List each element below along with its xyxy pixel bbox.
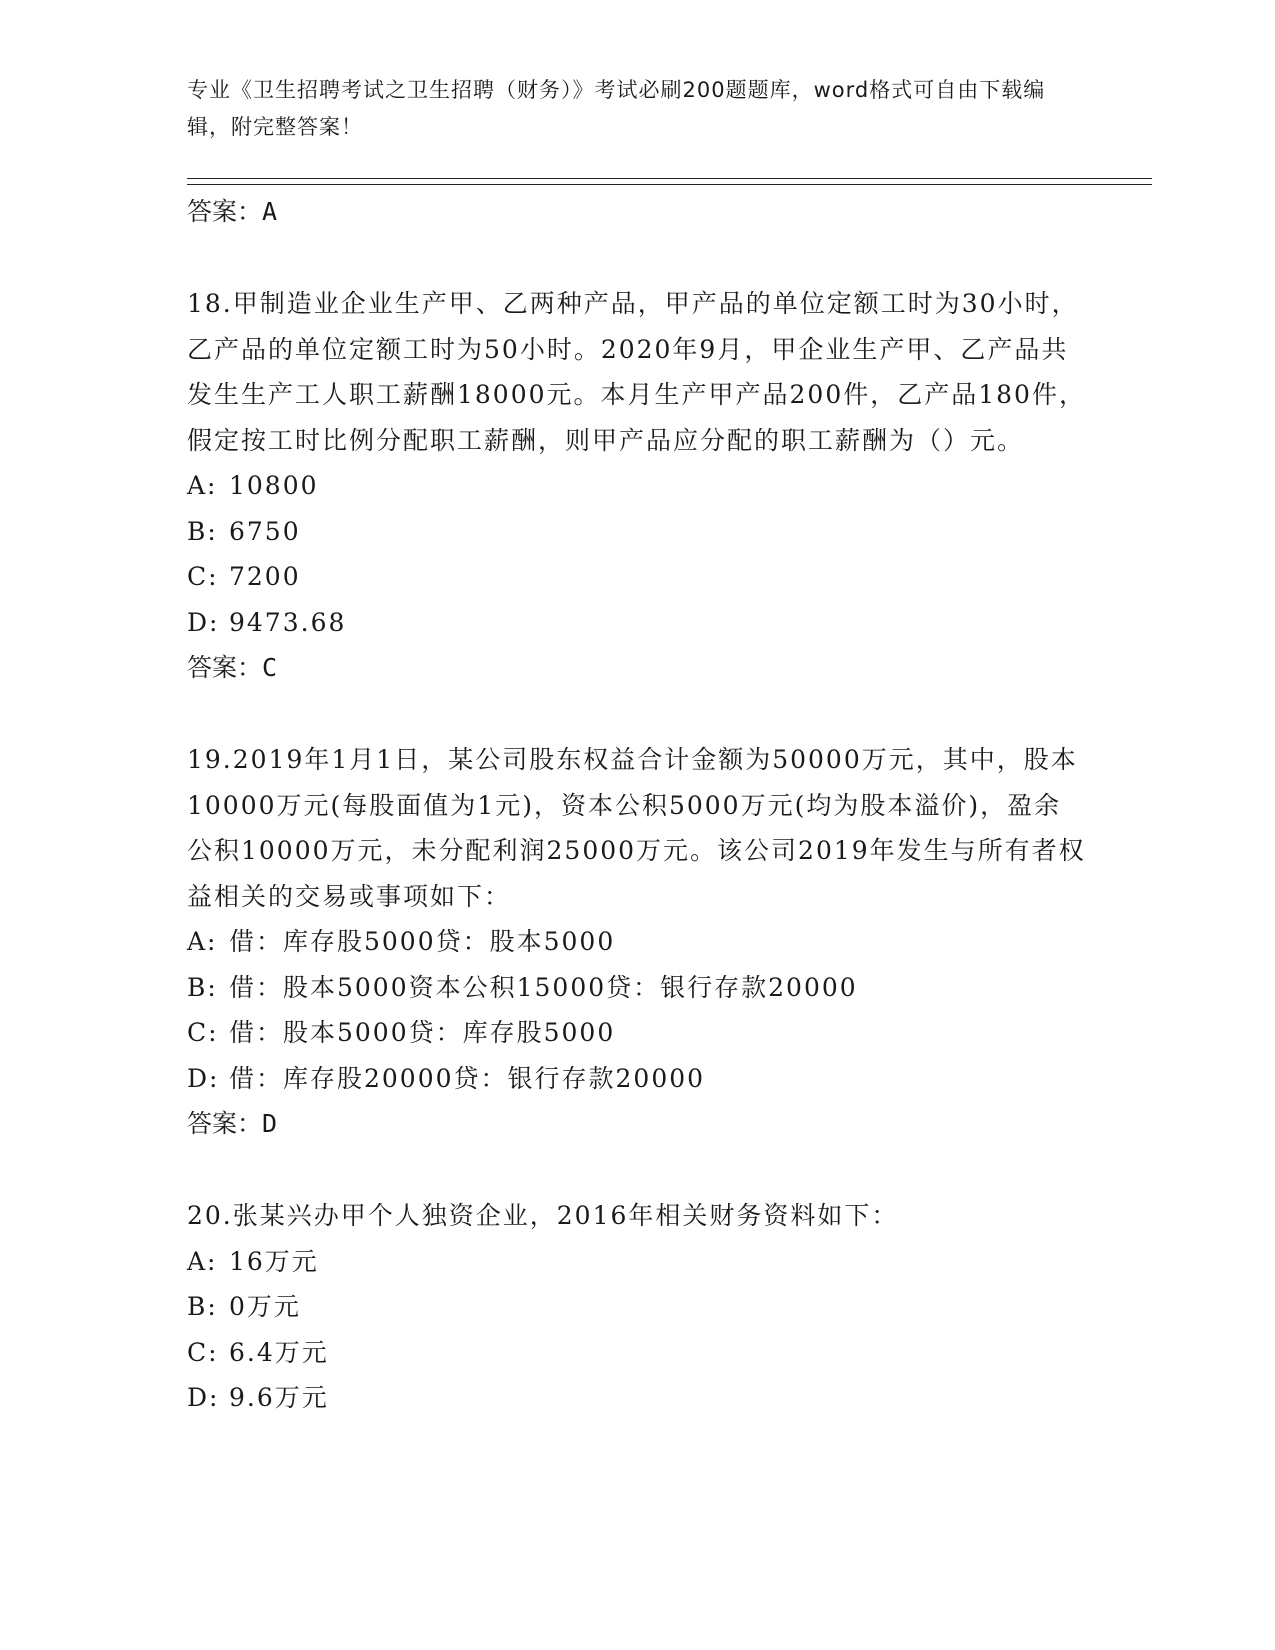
- option-d: [187, 1056, 1087, 1102]
- option-key: C:: [187, 1337, 219, 1367]
- option-text: 0万元: [229, 1292, 301, 1321]
- option-d: [187, 1375, 1087, 1421]
- option-text: 借：库存股5000贷：股本5000: [229, 927, 616, 956]
- option-c: [187, 1010, 1087, 1056]
- answer-line: [187, 645, 1087, 691]
- option-text: 6.4万元: [229, 1337, 329, 1367]
- question-20: [187, 1193, 1087, 1421]
- option-c: [187, 1330, 1087, 1376]
- option-c: [187, 554, 1087, 600]
- option-key: A:: [187, 1246, 218, 1276]
- option-key: A:: [187, 471, 218, 500]
- option-b: [187, 1284, 1087, 1330]
- answer-value: D: [262, 1109, 278, 1138]
- page-header: 专业《卫生招聘考试之卫生招聘（财务）》考试必刷200题题库，word格式可自由下载编辑，附完整答案！: [187, 78, 1046, 139]
- option-text: 借：股本5000资本公积15000贷：银行存款20000: [229, 972, 858, 1002]
- option-a: [187, 919, 1087, 965]
- question-text: 20.张某兴办甲个人独资企业，2016年相关财务资料如下：: [187, 1201, 899, 1230]
- option-key: D:: [187, 1383, 220, 1412]
- option-text: 6750: [229, 516, 301, 546]
- option-text: 9.6万元: [229, 1383, 329, 1412]
- answer-value: A: [262, 197, 278, 226]
- header-divider: [187, 178, 1152, 185]
- option-key: D:: [187, 607, 220, 637]
- question-18: [187, 281, 1087, 691]
- document-body: [187, 185, 1087, 1421]
- option-key: B:: [187, 1292, 218, 1321]
- option-text: 16万元: [229, 1246, 319, 1276]
- option-text: 借：库存股20000贷：银行存款20000: [229, 1063, 706, 1093]
- answer-label: 答案：: [187, 197, 263, 226]
- option-key: C:: [187, 1018, 219, 1047]
- answer-label: 答案：: [187, 1109, 263, 1138]
- option-a: [187, 463, 1087, 509]
- option-b: [187, 965, 1087, 1011]
- option-text: 10800: [229, 471, 319, 500]
- option-a: [187, 1239, 1087, 1285]
- question-19: [187, 737, 1087, 1147]
- answer-label: 答案：: [187, 653, 263, 682]
- option-text: 7200: [229, 562, 301, 591]
- option-key: A:: [187, 927, 218, 956]
- option-b: [187, 509, 1087, 555]
- question-text: 19.2019年1月1日，某公司股东权益合计金额为50000万元，其中，股本10000万元(每股面值为1元)，资本公积5000万元(均为股本溢价)，盈余公积10000万元，未分配利润25000万元。该公司2019年发生与所有者权益相关的交易或事项如下：: [187, 745, 1086, 911]
- option-key: D:: [187, 1063, 220, 1093]
- option-key: C:: [187, 562, 219, 591]
- option-d: [187, 600, 1087, 646]
- option-key: B:: [187, 516, 218, 546]
- answer-line: [187, 189, 1087, 235]
- option-key: B:: [187, 972, 218, 1002]
- question-text: 18.甲制造业企业生产甲、乙两种产品，甲产品的单位定额工时为30小时，乙产品的单位定额工时为50小时。2020年9月，甲企业生产甲、乙产品共发生生产工人职工薪酬18000元。本月生产甲产品200件，乙产品180件，假定按工时比例分配职工薪酬，则甲产品应分配的职工薪酬为（）元。: [187, 289, 1086, 455]
- option-text: 借：股本5000贷：库存股5000: [229, 1018, 616, 1047]
- answer-value: C: [262, 653, 278, 682]
- answer-line: [187, 1101, 1087, 1147]
- option-text: 9473.68: [229, 607, 347, 637]
